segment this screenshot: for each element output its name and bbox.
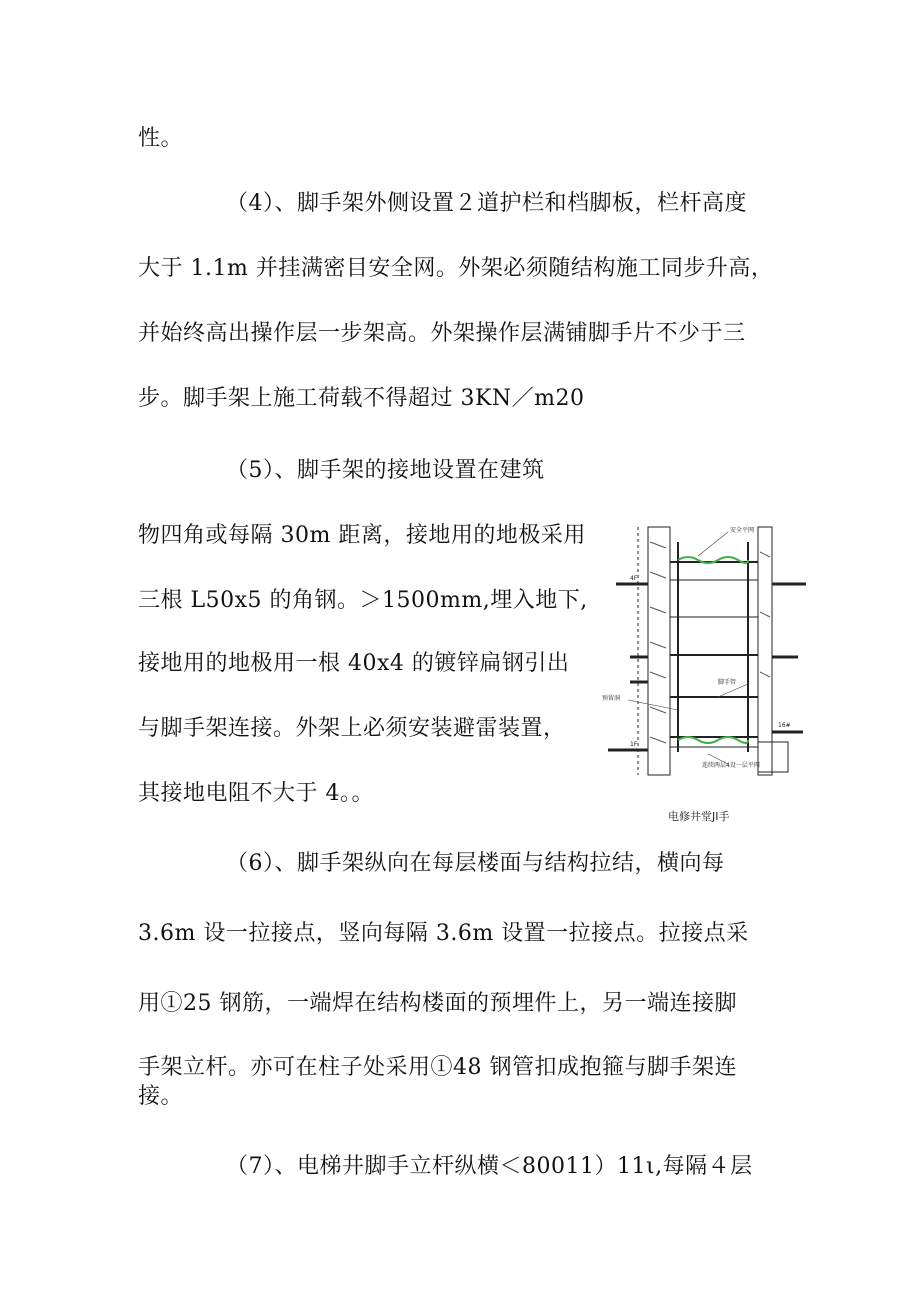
right-wall: [758, 527, 772, 775]
elevator-shaft-scaffold-diagram: [598, 522, 813, 777]
figure-caption: 电修井堂JI手: [668, 810, 730, 823]
figure-label: 连续两层4设一层平网: [702, 762, 760, 769]
text-line: 三根 L50x5 的角钢。＞1500mm,埋入地下,: [138, 588, 588, 613]
text-line: 3.6m 设一拉接点，竖向每隔 3.6m 设置一拉接点。拉接点采: [138, 921, 749, 946]
text-line: 接。: [138, 1084, 184, 1109]
figure-label: 预留洞: [602, 695, 621, 702]
text-line: （5）、脚手架的接地设置在建筑: [226, 458, 545, 483]
text-line: 与脚手架连接。外架上必须安装避雷装置，: [138, 716, 566, 741]
floor-label: 4F: [630, 575, 638, 582]
figure-label: 安全平网: [730, 527, 755, 534]
text-line: 大于 1.1m 并挂满密目安全网。外架必须随结构施工同步升高，: [138, 256, 774, 281]
text-line: （4）、脚手架外侧设置２道护栏和档脚板，栏杆高度: [226, 191, 747, 216]
text-line: 并始终高出操作层一步架高。外架操作层满铺脚手片不少于三: [138, 321, 746, 346]
text-line: 物四角或每隔 30m 距离，接地用的地极采用: [138, 523, 586, 548]
text-line: 性。: [138, 126, 184, 151]
text-line: 接地用的地极用一根 40x4 的镀锌扁钢引出: [138, 651, 570, 676]
text-line: 用①25 钢筋，一端焊在结构楼面的预埋件上，另一端连接脚: [138, 991, 737, 1016]
text-line: 手架立杆。亦可在柱子处采用①48 钢管扣成抱箍与脚手架连: [138, 1055, 737, 1080]
text-line: 步。脚手架上施工荷载不得超过 3KN／m20: [138, 386, 585, 411]
text-line: （7）、电梯井脚手立杆纵横＜80011）11ι,每隔４层: [226, 1154, 753, 1179]
text-line: （6）、脚手架纵向在每层楼面与结构拉结，横向每: [226, 851, 725, 876]
floor-label: 1F: [630, 741, 638, 748]
figure-label: 16#: [778, 722, 791, 729]
text-line: 其接地电阻不大于 4。。: [138, 781, 374, 806]
figure-label: 脚手管: [718, 679, 737, 686]
